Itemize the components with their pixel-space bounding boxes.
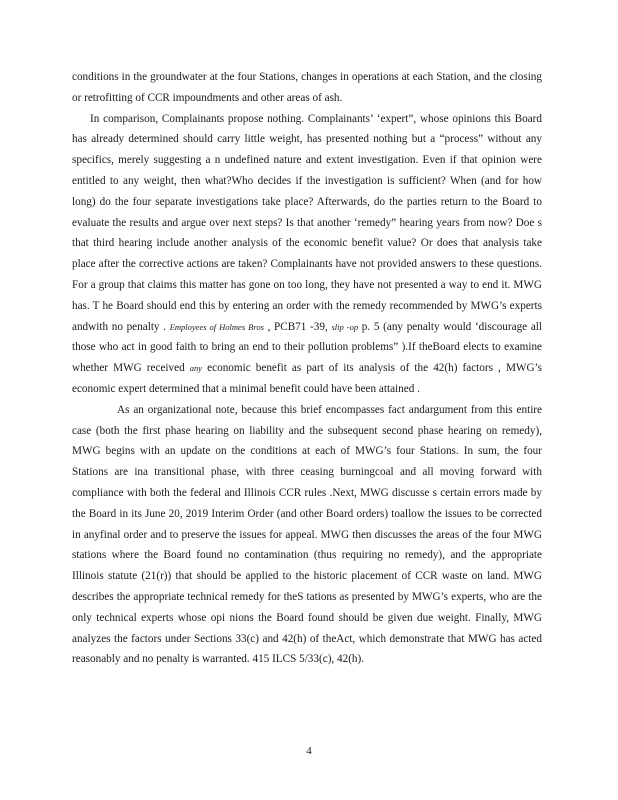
page-number: 4 (306, 745, 312, 757)
paragraph-comparison (72, 109, 542, 400)
slip-op-citation: slip -op (331, 321, 359, 332)
paragraph-conditions: conditions in the groundwater at the four Stations, changes in operations at each Station, and the closing or retrofitting of CCR impoundments and other areas of ash. (72, 71, 542, 104)
case-citation: Employees of Holmes Bros (169, 321, 264, 332)
paragraph-organizational-note: As an organizational note, because this brief encompasses fact andargument from this entire case (both the first phase hearing on liability and the subsequent second phase hearing on remedy), MWG begins with an update on the conditions at each of MWG’s four Stations. In sum, the four Stations are ina transitional phase, with three ceasing burningcoal and all moving forward with compliance with both the federal and Illinois CCR rules .Next, MWG discusse s certain errors made by the Board in its June 20, 2019 Interim Order (and other Board orders) toallow the issues to be corrected in anyfinal order and to preserve the issues for appeal. MWG then discusses the areas of the four MWG stations where the Board found no contamination (thus requiring no remedy), and the appropriate Illinois statute (21(r)) that should be applied to the historic placement of CCR waste on land. MWG describes the appropriate technical remedy for theS tations as presented by MWG’s experts, who are the only technical experts whose opi nions the Board found should be given due weight. Finally, MWG analyzes the factors under Sections 33(c) and 42(h) of theAct, which demonstrate that MWG has acted reasonably and no penalty is warranted. 415 ILCS 5/33(c), 42(h). (72, 403, 542, 666)
paragraph-comparison-text: In comparison, Complainants propose nothing. Complainants’ ‘expert”, whose opinions this Board has already determined should carry little weight, has presented nothing but a “process” without any specifics, merely suggesting a n undefined nature and extent investigation. Even if that opinion were entitled to any weight, then what?Who decides if the investigation is sufficient? When (and for how long) do the four separate investigations take place? Afterwards, do the parties return to the Board to evaluate the results and argue over next steps? Is that another ‘remedy” hearing years from now? Doe s that third hearing include another analysis of the economic benefit value? Or does that analysis take place after the corrective actions are taken? Complainants have not provided answers to these questions. For a group that claims this matter has gone on too long, they have not presented a way to end it. MWG has. T he Board should end this by entering an order with the remedy recommended by MWG’s experts andwith no penalty . (72, 112, 542, 333)
citation-quote: p. 5 (any penalty would ‘discourage all those who act in good faith to bring an end to their pollution problems” ).If theBoard elects to examine whether MWG received (72, 320, 542, 375)
citation-number: , PCB71 -39, (267, 320, 328, 333)
italic-any: any (189, 363, 203, 374)
body-text (72, 67, 542, 670)
economic-benefit-text: economic benefit as part of its analysis of the 42(h) factors , MWG’s economic expert determined that a minimal benefit could have been attained . (72, 362, 542, 395)
